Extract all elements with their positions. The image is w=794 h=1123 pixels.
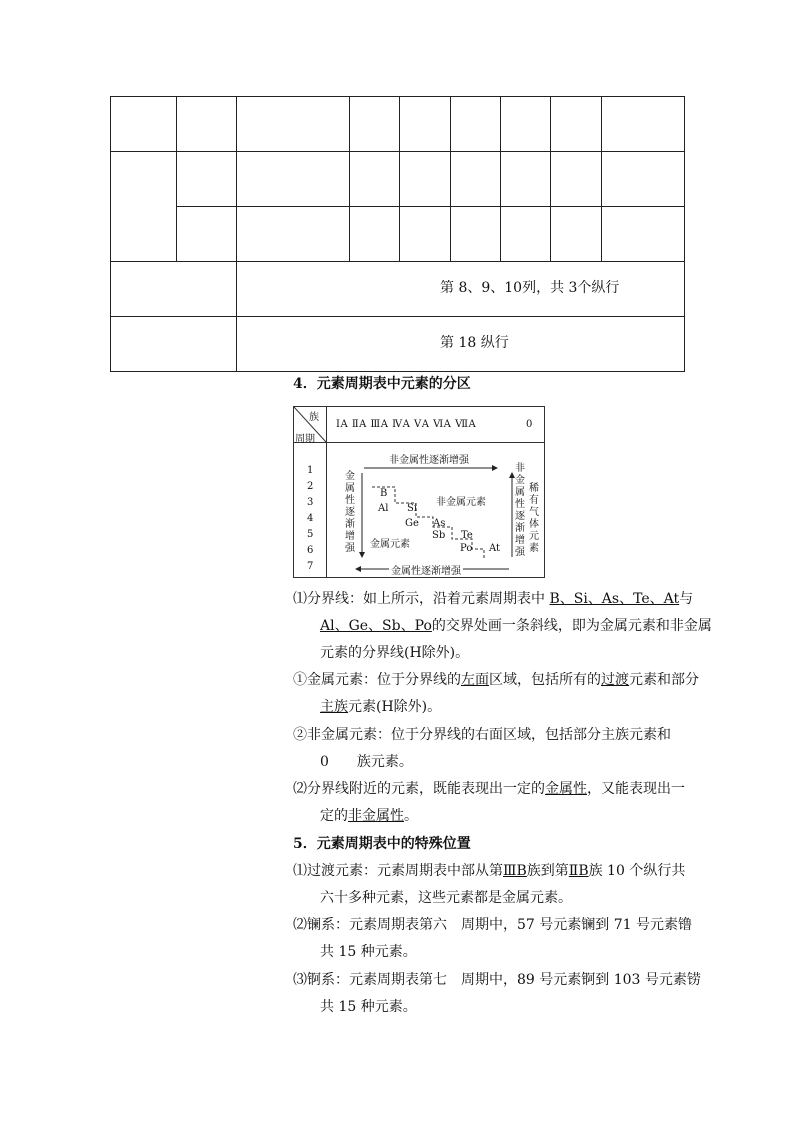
text: ，又能表现出一 <box>587 781 685 797</box>
paragraph-metal-line-1 <box>293 667 699 694</box>
paragraph-transition-line-2: 六十多种元素，这些元素都是金属元素。 <box>320 890 572 906</box>
element-B: B <box>380 488 388 499</box>
corner-family-label: 族 <box>309 412 319 423</box>
period-5: 5 <box>307 529 314 540</box>
paragraph-boundary-elements-line-2 <box>320 803 418 830</box>
top-arrow-label: 非金属性逐渐增强 <box>389 455 469 466</box>
element-As: As <box>433 518 446 529</box>
text: 元素和部分 <box>629 672 699 688</box>
noble-gas-label: 稀有气体元素 <box>529 483 539 554</box>
element-Ge: Ge <box>405 518 419 529</box>
paragraph-transition-line-1 <box>293 858 685 885</box>
paragraph-boundary-line-2 <box>320 613 712 640</box>
text-underlined: 主族 <box>320 699 348 715</box>
section-4-heading: 4．元素周期表中元素的分区 <box>293 376 471 392</box>
element-Si: Si <box>407 503 418 514</box>
table-cell-group8: 第 8、9、10列，共 3个纵行 <box>440 280 620 296</box>
period-2: 2 <box>307 481 314 492</box>
period-4: 4 <box>307 513 314 524</box>
nonmetal-region-label: 非金属元素 <box>436 497 486 508</box>
text: ①金属元素：位于分界线的 <box>293 672 461 688</box>
paragraph-nonmetal-line-1: ②非金属元素：位于分界线的右面区域，包括部分主族元素和 <box>293 727 671 743</box>
text-underlined: ⅢB <box>503 863 527 879</box>
paragraph-actinide-line-2: 共 15 种元素。 <box>320 999 417 1015</box>
corner-period-label: 周期 <box>295 434 315 445</box>
element-At: At <box>489 543 501 554</box>
right-vertical-label: 非金属性逐渐增强 <box>515 463 525 558</box>
text-underlined: 左面 <box>461 672 489 688</box>
period-3: 3 <box>307 497 314 508</box>
table-cell-group18: 第 18 纵行 <box>440 335 509 351</box>
paragraph-actinide-line-1: ⑶锕系：元素周期表第七 周期中，89 号元素锕到 103 号元素铹 <box>293 972 701 988</box>
text: 的交界处画一条斜线，即为金属元素和非金属 <box>431 618 712 634</box>
element-Sb: Sb <box>432 530 446 541</box>
paragraph-lanthanide-line-2: 共 15 种元素。 <box>320 944 417 960</box>
text: 元素(H除外)。 <box>348 699 442 715</box>
paragraph-boundary-elements-line-1 <box>293 776 685 803</box>
text-underlined: 非金属性 <box>348 808 404 824</box>
text-underlined: ⅡB <box>568 863 589 879</box>
text: 与 <box>679 591 694 607</box>
text: 族 10 个纵行共 <box>588 863 686 879</box>
text: ⑵分界线附近的元素，既能表现出一定的 <box>293 781 545 797</box>
left-vertical-label: 金属性逐渐增强 <box>345 471 355 554</box>
text: ⑴分界线：如上所示，沿着元素周期表中 <box>293 591 545 607</box>
section-5-heading: 5．元素周期表中的特殊位置 <box>293 836 471 852</box>
group-header: ⅠA ⅡA ⅢA ⅣA ⅤA ⅥA ⅦA <box>336 419 477 430</box>
paragraph-boundary-line-1 <box>293 586 693 613</box>
text-underlined: B、Si、As、Te、At <box>549 591 680 607</box>
element-Te: Te <box>461 530 473 541</box>
text: 区域，包括所有的 <box>489 672 601 688</box>
bottom-arrow-label: 金属性逐渐增强 <box>389 562 463 577</box>
text-underlined: 过渡 <box>601 672 629 688</box>
paragraph-lanthanide-line-1: ⑵镧系：元素周期表第六 周期中，57 号元素镧到 71 号元素镥 <box>293 917 692 933</box>
text: 族到第 <box>526 863 569 879</box>
periodic-zones-diagram <box>293 406 545 578</box>
element-Po: Po <box>460 543 473 554</box>
trend-arrows <box>294 407 544 577</box>
group-zero-label: 0 <box>526 419 533 430</box>
metal-region-label: 金属元素 <box>370 539 410 550</box>
paragraph-metal-line-2 <box>320 694 441 721</box>
text-underlined: Al、Ge、Sb、Po <box>320 618 432 634</box>
text: ⑴过渡元素：元素周期表中部从第 <box>293 863 503 879</box>
paragraph-boundary-line-3: 元素的分界线(H除外)。 <box>320 645 470 661</box>
element-Al: Al <box>378 503 389 514</box>
period-7: 7 <box>307 561 314 572</box>
paragraph-nonmetal-line-2: 0 族元素。 <box>320 754 413 770</box>
period-6: 6 <box>307 545 314 556</box>
period-1: 1 <box>307 465 314 476</box>
text: 定的 <box>320 808 348 824</box>
text-underlined: 金属性 <box>545 781 587 797</box>
text: 。 <box>404 808 418 824</box>
